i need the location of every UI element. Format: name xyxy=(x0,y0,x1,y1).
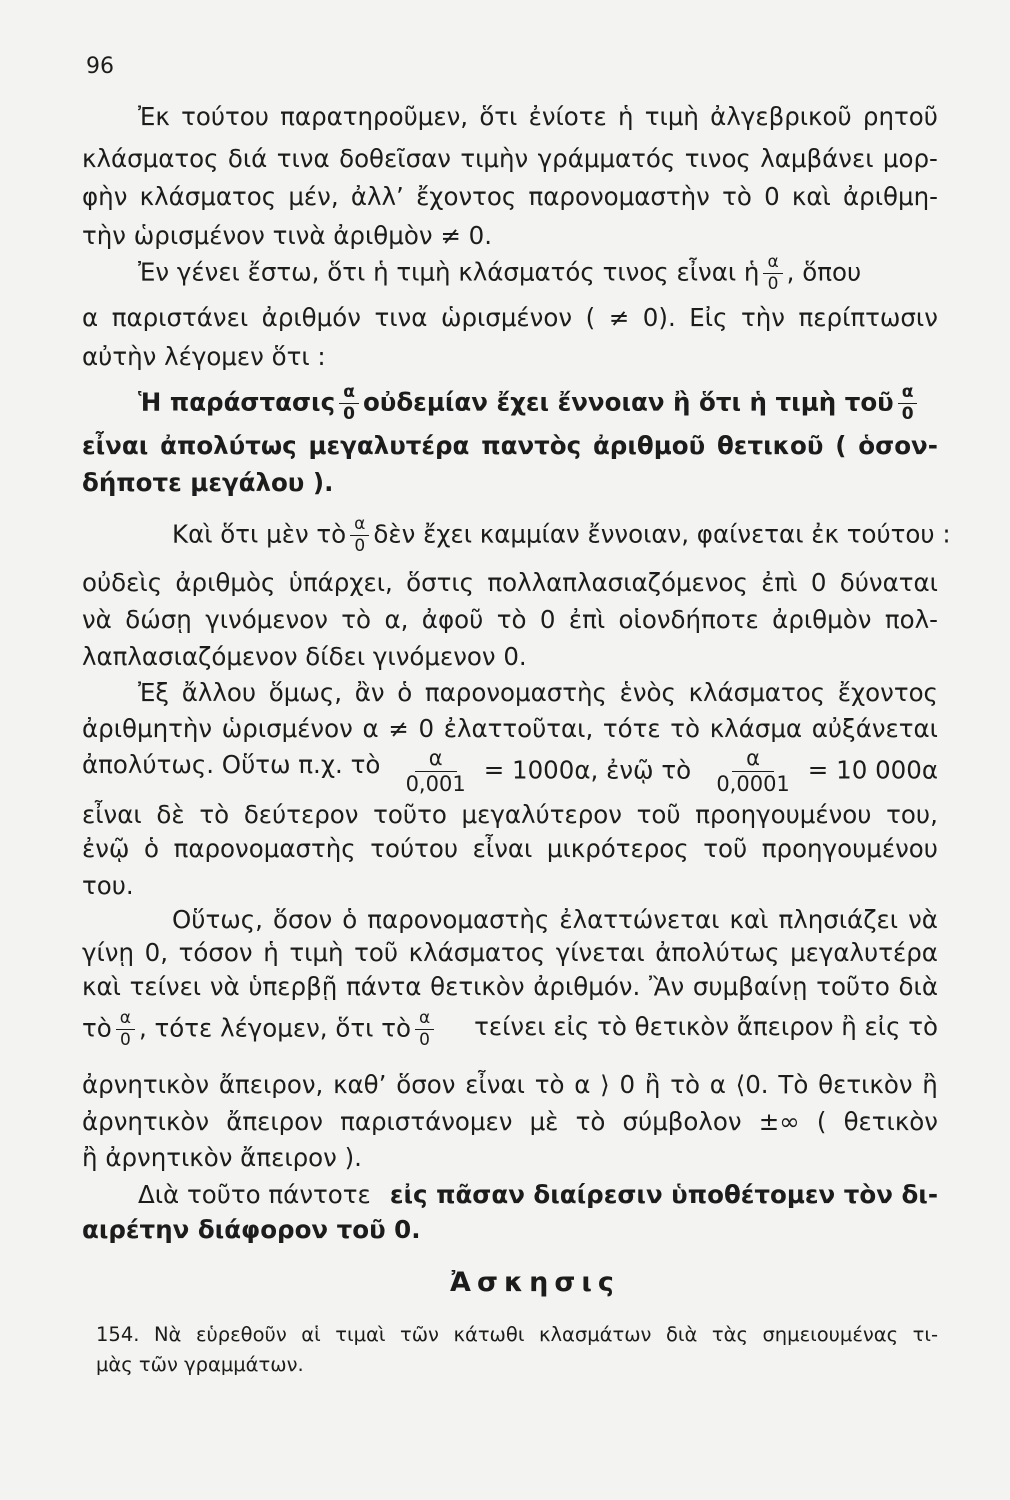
word: τὸ xyxy=(199,800,230,829)
text-line xyxy=(82,903,938,937)
word: α xyxy=(82,303,99,332)
word: ( xyxy=(835,431,847,460)
word: ἂν xyxy=(354,678,385,707)
word: σύμβολον xyxy=(622,1107,742,1136)
word: ⟨0. xyxy=(735,1070,769,1099)
word: 0 xyxy=(810,568,827,597)
fraction-a-over-0 xyxy=(763,254,782,293)
word: ( xyxy=(585,303,596,332)
word: ρητοῦ xyxy=(862,102,938,131)
word: προηγουμένου xyxy=(761,834,938,863)
word: νὰ xyxy=(82,605,112,634)
word: ὑπάρχει, xyxy=(288,568,393,597)
word: γράμματός xyxy=(537,144,676,173)
line-text: Ἡ παράστασις xyxy=(138,387,336,417)
word: παριστάνει xyxy=(111,303,249,332)
word: Ἂν xyxy=(649,972,685,1001)
word: τούτου xyxy=(181,102,269,131)
fraction-a-over-0 xyxy=(898,384,918,423)
fraction-denominator: 0 xyxy=(767,274,779,294)
text-line xyxy=(82,254,938,293)
word: διά xyxy=(227,144,268,173)
word: α xyxy=(574,1070,591,1099)
word: τὰς xyxy=(711,1323,748,1346)
text-line xyxy=(82,180,938,214)
fraction-denominator: 0 xyxy=(119,1030,131,1050)
word: τοῦ xyxy=(354,938,399,967)
word: τὸ xyxy=(670,1070,700,1099)
text-line xyxy=(82,798,938,832)
word: ἀλγεβρικοῦ xyxy=(710,102,852,131)
word: παρατηροῦμεν, xyxy=(280,102,469,131)
line-text: Καὶ ὅτι μὲν τὸ xyxy=(172,519,347,549)
word: καὶ xyxy=(82,972,121,1001)
text-line-bold: δήποτε μεγάλου ). xyxy=(82,468,334,497)
word: ἀφοῦ xyxy=(421,605,484,634)
word: κάτωθι xyxy=(453,1323,525,1346)
word: εἶναι xyxy=(472,834,533,863)
line-text: τείνει εἰς τὸ θετικὸν ἄπειρον ἢ εἰς τὸ xyxy=(474,1012,938,1041)
text-line xyxy=(82,301,938,335)
word: κλάσματος xyxy=(688,678,826,707)
text-line-bold: αιρέτην διάφορον τοῦ 0. xyxy=(82,1215,421,1244)
fraction-denominator: 0 xyxy=(901,404,914,424)
word: τὸ xyxy=(534,1070,565,1099)
word: κλάσματος xyxy=(82,144,219,173)
word: Τὸ xyxy=(778,1070,809,1099)
word: τοῦ xyxy=(636,800,681,829)
line-text-bold: εἰς πᾶσαν διαίρεσιν ὑποθέτομεν τὸν δι- xyxy=(389,1180,938,1209)
word: τῶν xyxy=(399,1323,439,1346)
word: δεύτερον xyxy=(243,800,359,829)
word: καὶ xyxy=(791,182,831,211)
word: του, xyxy=(886,800,938,829)
word: ὁ xyxy=(397,678,413,707)
word: εὑρεθοῦν xyxy=(195,1323,287,1346)
fraction-numerator: α xyxy=(763,254,782,274)
word: ἐλαττώνεται xyxy=(559,905,720,934)
word: ἐλαττοῦται, xyxy=(443,714,594,743)
word: παρονομαστὴν xyxy=(528,182,710,211)
word: νὰ xyxy=(908,905,938,934)
word: ἢ xyxy=(644,1070,661,1099)
word: λαμβάνει xyxy=(760,144,874,173)
word: οἱονδήποτε xyxy=(618,605,759,634)
word: α xyxy=(362,714,379,743)
word: ±∞ xyxy=(758,1107,800,1136)
word: μεγαλυτέρα xyxy=(308,431,470,460)
fraction-denominator: 0 xyxy=(354,536,366,556)
word: γίνεται xyxy=(555,938,645,967)
word: σημειουμένας xyxy=(762,1323,899,1346)
fraction-denominator: 0,0001 xyxy=(716,772,790,796)
text-line xyxy=(82,1010,938,1049)
word: τινα xyxy=(374,303,428,332)
exercise-line: μὰς τῶν γραμμάτων. xyxy=(96,1353,304,1376)
word: ≠ xyxy=(608,303,630,332)
word: α, xyxy=(384,605,409,634)
word: ὅσον xyxy=(272,905,333,934)
word: ἑνὸς xyxy=(619,678,676,707)
word: ὁ xyxy=(144,834,160,863)
word: ἀπολύτως xyxy=(160,431,297,460)
word: δὲ xyxy=(156,800,185,829)
word: δύναται xyxy=(839,568,938,597)
word: Νὰ xyxy=(153,1323,182,1346)
fraction-numerator: α xyxy=(116,1010,135,1030)
line-text: Διὰ τοῦτο πάντοτε xyxy=(138,1180,371,1209)
line-text: οὐδεμίαν ἔχει ἔννοιαν ἢ ὅτι ἡ τιμὴ τοῦ xyxy=(362,387,894,417)
line-text: = 10 000α xyxy=(807,755,938,785)
fraction-numerator: α xyxy=(339,384,359,404)
text-line xyxy=(82,712,938,746)
word: 0, xyxy=(144,938,169,967)
word: τιμὴ xyxy=(289,938,344,967)
fraction-a-over-0 xyxy=(116,1010,135,1049)
word: ἀριθμόν xyxy=(261,303,361,332)
fraction-denominator: 0,001 xyxy=(405,772,466,796)
word: ὑπερβῇ xyxy=(248,972,338,1001)
text-line-bold xyxy=(82,429,938,463)
word: πάντα xyxy=(345,972,422,1001)
text-line xyxy=(82,970,938,1004)
word: ἀριθμὸς xyxy=(175,568,276,597)
text-line xyxy=(82,1068,938,1102)
word: ἡ xyxy=(263,938,279,967)
text-line xyxy=(82,514,951,556)
word: τείνει xyxy=(129,972,202,1001)
word: τὴν xyxy=(741,303,785,332)
word: παντὸς xyxy=(481,431,582,460)
word: 0 xyxy=(764,182,780,211)
word: ἐνῷ xyxy=(82,834,130,863)
word: 0 xyxy=(619,1070,636,1099)
word: 0). xyxy=(642,303,676,332)
word: τὸ xyxy=(341,605,372,634)
line-text: δὲν ἔχει καμμίαν ἔννοιαν, φαίνεται ἐκ τούτου : xyxy=(373,519,951,549)
word: θετικοῦ xyxy=(716,431,824,460)
word: ⟩ xyxy=(600,1070,610,1099)
fraction-numerator: α xyxy=(415,1010,434,1030)
text-line: λαπλασιαζόμενον δίδει γινόμενον 0. xyxy=(82,642,527,671)
line-text: , ὅπου xyxy=(786,257,862,287)
text-line xyxy=(82,748,938,795)
word: διὰ xyxy=(665,1323,698,1346)
word: ὅτι xyxy=(479,102,518,131)
word: κλάσματος xyxy=(408,938,546,967)
word: ἐπὶ xyxy=(568,605,606,634)
text-line: του. xyxy=(82,871,134,900)
word: τούτου xyxy=(370,834,459,863)
word: τόσον xyxy=(178,938,253,967)
word: ἄπειρον, xyxy=(218,1070,324,1099)
word: τιμὴν xyxy=(460,144,529,173)
word: εἶναι xyxy=(82,800,142,829)
word: πολλαπλασιαζόμενος xyxy=(487,568,748,597)
word: Ἐξ xyxy=(138,678,170,707)
word: Οὕτως, xyxy=(172,905,263,934)
word: ἢ xyxy=(922,1070,938,1099)
word: μορ- xyxy=(882,144,938,173)
word: πλησιάζει xyxy=(778,905,899,934)
word: ἔχοντος xyxy=(837,678,938,707)
word: τὸ xyxy=(575,1107,606,1136)
fraction-a-over-0 xyxy=(350,516,369,555)
word: τοῦ xyxy=(703,834,748,863)
fraction-a-over-0 xyxy=(339,384,359,423)
word: α xyxy=(709,1070,726,1099)
line-text: ἀπολύτως. Οὕτω π.χ. τὸ xyxy=(82,750,381,779)
word: μεγαλυτέρα xyxy=(790,938,938,967)
word: ≠ xyxy=(388,714,409,743)
word: εἶναι xyxy=(465,1070,525,1099)
word: ἄπειρον xyxy=(226,1107,323,1136)
fraction-numerator: α xyxy=(350,516,369,536)
fraction-denominator: 0 xyxy=(343,404,355,424)
line-text: τὸ xyxy=(82,1013,112,1043)
word: δώσῃ xyxy=(125,605,192,634)
text-line xyxy=(82,832,938,866)
word: μέν, xyxy=(288,182,339,211)
word: ὅστις xyxy=(406,568,475,597)
word: τὸ xyxy=(496,605,527,634)
fraction-denominator: 0 xyxy=(419,1030,430,1050)
word: μεγαλύτερον xyxy=(461,800,622,829)
word: τιμὴ xyxy=(644,102,699,131)
section-heading: Ἀσκησις xyxy=(450,1267,620,1298)
word: κλάσματος xyxy=(139,182,277,211)
word: μικρότερος xyxy=(546,834,689,863)
word: ὅσον xyxy=(396,1070,456,1099)
word: προηγουμένου xyxy=(695,800,872,829)
word: παριστάνομεν xyxy=(340,1107,513,1136)
word: τινα xyxy=(276,144,330,173)
word: ἀριθμη- xyxy=(843,182,938,211)
word: ἐπὶ xyxy=(761,568,798,597)
fraction-a-over-0-0001 xyxy=(702,748,803,795)
word: τιμαὶ xyxy=(335,1323,386,1346)
word: ἀριθμοῦ xyxy=(592,431,706,460)
word: νὰ xyxy=(209,972,240,1001)
word: παρονομαστὴς xyxy=(424,678,607,707)
word: τοῦτο xyxy=(373,800,447,829)
word: ὁσον- xyxy=(858,431,938,460)
exercise-line xyxy=(96,1320,938,1350)
word: τινος xyxy=(684,144,751,173)
word: ἀλλ’ xyxy=(350,182,404,211)
fraction-a-over-0-001 xyxy=(392,748,480,795)
word: ἡ xyxy=(618,102,634,131)
word: ἄλλου xyxy=(181,678,257,707)
word: ἀρνητικὸν xyxy=(82,1107,210,1136)
word: ὡρισμένον xyxy=(221,714,353,743)
word: μὲ xyxy=(529,1107,559,1136)
line-text: Ἐν γένει ἔστω, ὅτι ἡ τιμὴ κλάσματός τινος εἶναι ἡ xyxy=(138,257,760,287)
word: 0 xyxy=(418,714,435,743)
word: ἔχοντος xyxy=(416,182,517,211)
word: ἐνίοτε xyxy=(528,102,607,131)
word: φὴν xyxy=(82,182,128,211)
word: καθ’ xyxy=(333,1070,387,1099)
fraction-a-over-0 xyxy=(415,1010,434,1049)
word: θετικὸν xyxy=(843,1107,938,1136)
word: ἀπολύτως xyxy=(655,938,780,967)
text-line xyxy=(82,1178,938,1212)
word: κλάσμα xyxy=(709,714,803,743)
word: πολ- xyxy=(884,605,938,634)
word: ὅμως, xyxy=(268,678,343,707)
word: τοῦτο xyxy=(816,972,890,1001)
word: γίνῃ xyxy=(82,938,135,967)
text-line: ἢ ἀρνητικὸν ἄπειρον ). xyxy=(82,1143,362,1172)
word: συμβαίνῃ xyxy=(692,972,808,1001)
text-line xyxy=(82,676,938,710)
word: κλασμάτων xyxy=(538,1323,652,1346)
word: ( xyxy=(816,1107,827,1136)
word: ἀριθμόν. xyxy=(533,972,641,1001)
text-line: αὐτὴν λέγομεν ὅτι : xyxy=(82,342,326,371)
word: τότε xyxy=(602,714,661,743)
text-line-bold xyxy=(82,384,938,423)
word: θετικὸν xyxy=(430,972,525,1001)
word: εἶναι xyxy=(82,431,149,460)
word: οὐδεὶς xyxy=(82,568,163,597)
line-text: = 1000α, ἐνῷ τὸ xyxy=(483,755,692,785)
word: θετικὸν xyxy=(818,1070,913,1099)
word: γινόμενον xyxy=(205,605,328,634)
word: παρονομαστὴς xyxy=(173,834,356,863)
page-number: 96 xyxy=(86,54,114,79)
word: ἀρνητικὸν xyxy=(82,1070,210,1099)
fraction-numerator: α xyxy=(415,748,457,772)
word: τι- xyxy=(912,1323,938,1346)
text-line xyxy=(82,1105,938,1139)
word: τὸ xyxy=(670,714,701,743)
word: αἱ xyxy=(301,1323,321,1346)
line-text: , τότε λέγομεν, ὅτι τὸ xyxy=(138,1013,411,1043)
text-line xyxy=(82,142,938,176)
text-line xyxy=(82,603,938,637)
word: Εἰς xyxy=(689,303,728,332)
word: καὶ xyxy=(729,905,769,934)
word: ὡρισμένον xyxy=(440,303,573,332)
word: τὸ xyxy=(722,182,752,211)
word: αὐξάνεται xyxy=(811,714,938,743)
text-line xyxy=(82,100,938,134)
text-line xyxy=(82,936,938,970)
fraction-numerator: α xyxy=(898,384,918,404)
text-line: τὴν ὡρισμένον τινὰ ἀριθμὸν ≠ 0. xyxy=(82,221,493,250)
word: 154. xyxy=(96,1323,140,1346)
word: ἀριθμὸν xyxy=(772,605,872,634)
word: διὰ xyxy=(898,972,938,1001)
word: 0 xyxy=(539,605,556,634)
word: Ἐκ xyxy=(138,102,170,131)
text-line xyxy=(82,566,938,600)
fraction-numerator: α xyxy=(732,748,774,772)
word: περίπτωσιν xyxy=(798,303,938,332)
word: ὁ xyxy=(342,905,358,934)
word: ἀριθμητὴν xyxy=(82,714,213,743)
word: παρονομαστὴς xyxy=(367,905,550,934)
word: δοθεῖσαν xyxy=(339,144,451,173)
